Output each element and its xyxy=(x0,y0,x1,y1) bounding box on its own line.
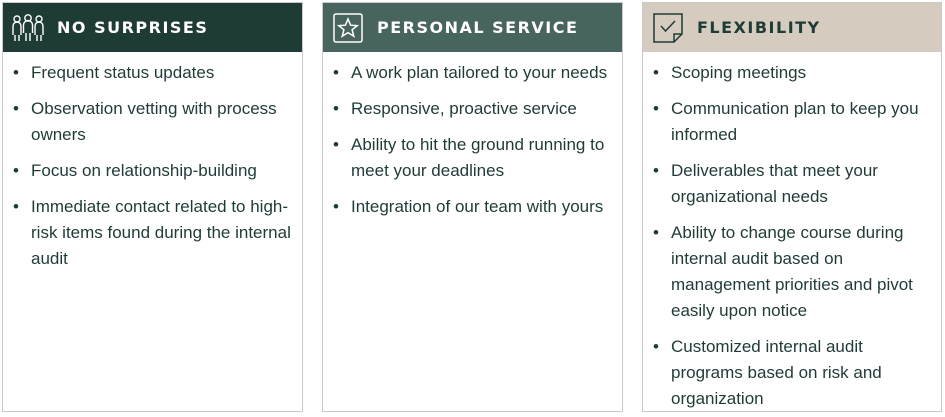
list-item: • Ability to change course during internal audit based on management priorities and pivot easily upon notice xyxy=(653,220,931,324)
card-header xyxy=(3,3,302,52)
checkbox-icon xyxy=(651,11,685,45)
list-item: • Deliverables that meet your organizational needs xyxy=(653,158,931,210)
card-title: NO SURPRISES xyxy=(57,18,209,37)
list-item: • Ability to hit the ground running to meet your deadlines xyxy=(333,132,612,184)
card-flexibility xyxy=(642,2,942,412)
list-item: • Observation vetting with process owners xyxy=(13,96,292,148)
card-header xyxy=(323,3,622,52)
list-item: • Frequent status updates xyxy=(13,60,292,86)
list-item: • Immediate contact related to high-risk items found during the internal audit xyxy=(13,194,292,272)
list-item: • Scoping meetings xyxy=(653,60,931,86)
list-item: • Responsive, proactive service xyxy=(333,96,612,122)
people-group-icon xyxy=(11,11,45,45)
star-icon xyxy=(331,11,365,45)
card-personal-service xyxy=(322,2,623,412)
list-item: • Focus on relationship-building xyxy=(13,158,292,184)
card-list xyxy=(323,52,622,220)
card-title: FLEXIBILITY xyxy=(697,18,821,37)
card-title: PERSONAL SERVICE xyxy=(377,18,579,37)
card-header xyxy=(643,3,941,52)
list-item: • A work plan tailored to your needs xyxy=(333,60,612,86)
card-list xyxy=(3,52,302,272)
list-item: • Customized internal audit programs based on risk and organization xyxy=(653,334,931,412)
card-no-surprises xyxy=(2,2,303,412)
list-item: • Communication plan to keep you informed xyxy=(653,96,931,148)
list-item: • Integration of our team with yours xyxy=(333,194,612,220)
card-list xyxy=(643,52,941,412)
